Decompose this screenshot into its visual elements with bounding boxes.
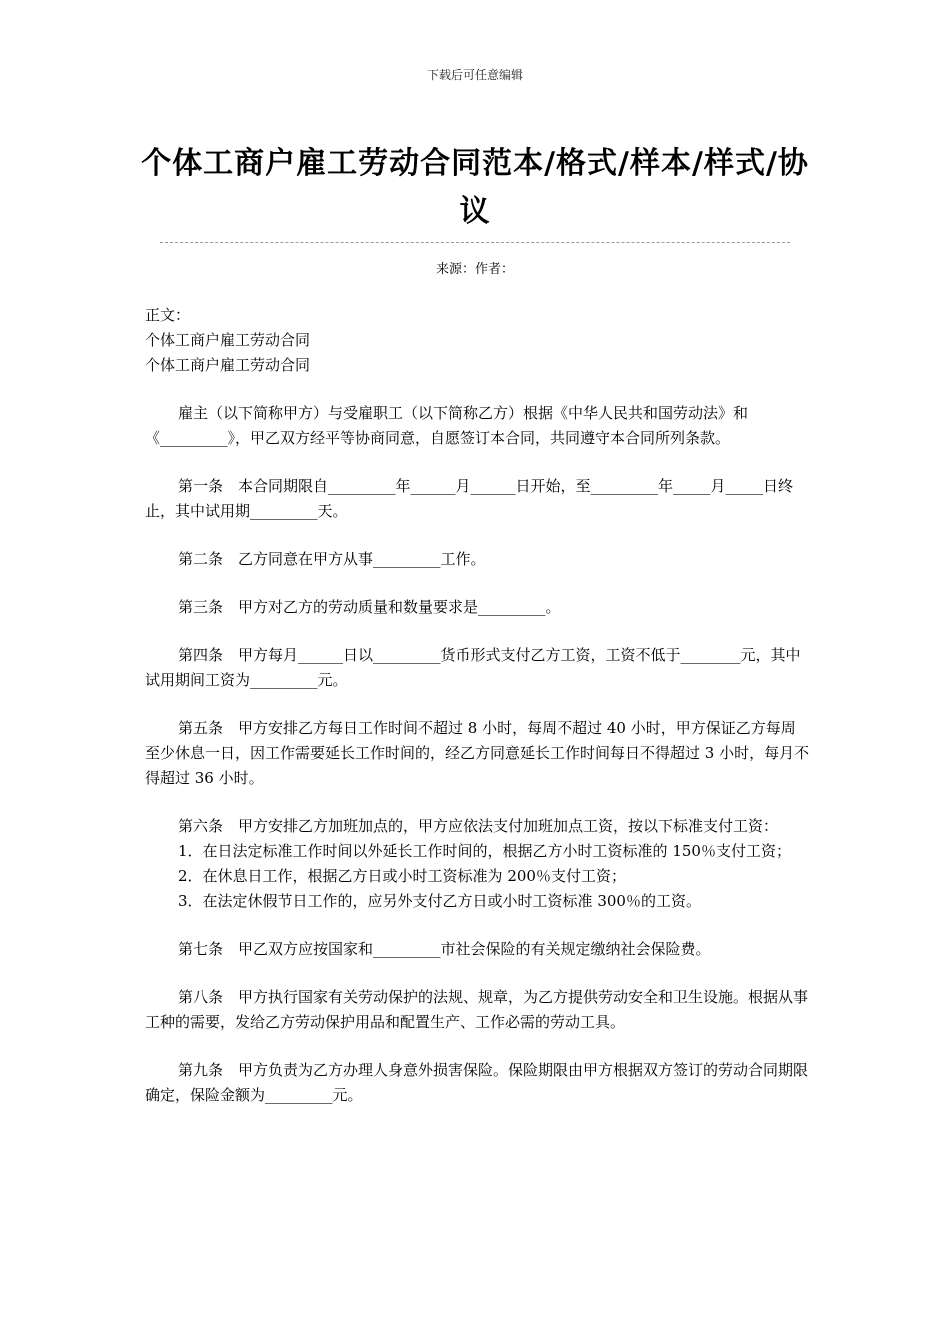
document-body	[145, 303, 810, 1108]
article-8: 第八条 甲方执行国家有关劳动保护的法规、规章，为乙方提供劳动安全和卫生设施。根据从事工种的需要，发给乙方劳动保护用品和配置生产、工作必需的劳动工具。	[145, 988, 809, 1031]
article-5: 第五条 甲方安排乙方每日工作时间不超过 8 小时，每周不超过 40 小时，甲方保证乙方每周至少休息一日，因工作需要延长工作时间的，经乙方同意延长工作时间每日不得超过 3 小时，每月不得超过 36 小时。	[145, 719, 810, 787]
dashed-divider	[160, 242, 790, 243]
article-7: 第七条 甲乙双方应按国家和_________市社会保险的有关规定缴纳社会保险费。	[178, 940, 711, 958]
preamble-paragraph: 雇主（以下简称甲方）与受雇职工（以下简称乙方）根据《中华人民共和国劳动法》和《_________》，甲乙双方经平等协商同意，自愿签订本合同，共同遵守本合同所列条款。	[145, 404, 749, 447]
article-9: 第九条 甲方负责为乙方办理人身意外损害保险。保险期限由甲方根据双方签订的劳动合同期限确定，保险金额为_________元。	[145, 1061, 809, 1104]
article-6-item-1: 1．在日法定标准工作时间以外延长工作时间的，根据乙方小时工资标准的 150％支付工资；	[178, 842, 791, 860]
article-2: 第二条 乙方同意在甲方从事_________工作。	[178, 550, 486, 568]
article-1: 第一条 本合同期限自_________年______月______日开始，至_________年_____月_____日终止，其中试用期_________天。	[145, 477, 794, 520]
contract-heading: 个体工商户雇工劳动合同	[145, 331, 311, 349]
source-author-line: 来源：作者：	[435, 262, 514, 277]
document-title: 个体工商户雇工劳动合同范本/格式/样本/样式/协议	[141, 146, 809, 229]
header-note: 下载后可任意编辑	[426, 68, 523, 82]
article-4: 第四条 甲方每月______日以_________货币形式支付乙方工资，工资不低于________元，其中试用期间工资为_________元。	[145, 646, 801, 689]
article-6-item-2: 2．在休息日工作，根据乙方日或小时工资标准为 200％支付工资；	[178, 867, 626, 885]
article-6: 第六条 甲方安排乙方加班加点的，甲方应依法支付加班加点工资，按以下标准支付工资：	[178, 817, 779, 835]
article-6-item-3: 3．在法定休假节日工作的，应另外支付乙方日或小时工资标准 300％的工资。	[178, 892, 701, 910]
contract-heading-repeat: 个体工商户雇工劳动合同	[145, 356, 311, 374]
article-3: 第三条 甲方对乙方的劳动质量和数量要求是_________。	[178, 598, 561, 616]
intro-label: 正文：	[145, 306, 191, 324]
